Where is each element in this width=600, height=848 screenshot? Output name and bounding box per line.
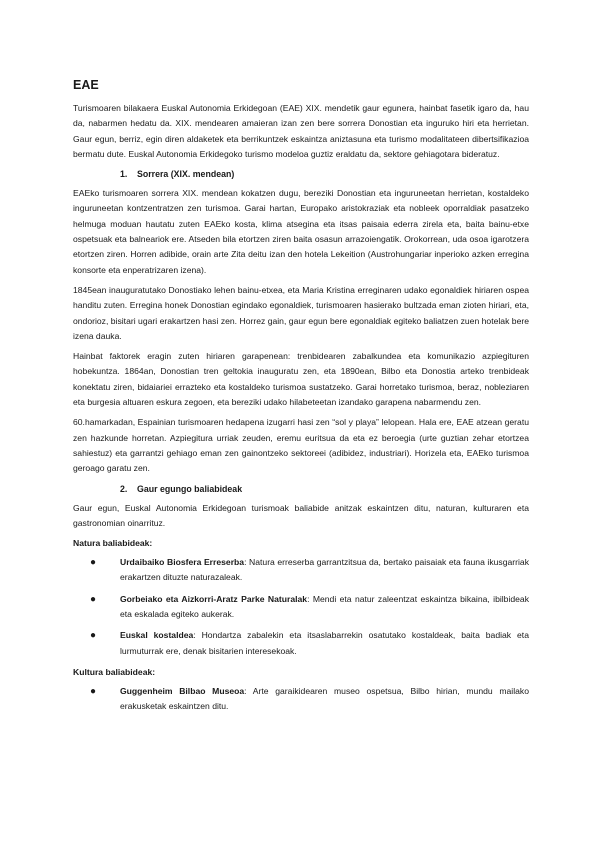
bullet-icon: ● [90, 557, 97, 569]
list-item-text: : Hondartza zabalekin eta itsaslabarrekin osatutako kostaldeak, baita badiak eta lurmuturrak ere, denak bisitarien interesekoak. [120, 630, 529, 656]
bullet-icon: ● [90, 685, 97, 697]
natura-list [73, 555, 529, 659]
section-2-title: Gaur egungo baliabideak [137, 483, 243, 494]
section-1-paragraph: Hainbat faktorek eragin zuten hiriaren garapenean: trenbidearen zabalkundea eta komunikazio azpiegituren hobekuntza. 1864an, Donostian tren geltokia inauguratu zen, eta 1890ean, Bilbo eta Donostia arteko trenbideak konektatu ziren, bidaiariei errazteko eta kostaldeko turismoa sustatzeko. Garai horretako turismoa, beraz, nobleziaren eta burgesia altuaren eskura zegoen, eta bereziki udako hilabeteetan izandako garapena nabarmendu zen. [73, 351, 529, 408]
document-body [73, 78, 529, 721]
bullet-icon: ● [90, 593, 97, 605]
list-item-text: : Arte garaikidearen museo ospetsua, Bilbo hirian, mundu mailako erakusketak eskaintzen ditu. [120, 685, 529, 712]
list-item-term: Guggenheim Bilbao Museoa [120, 685, 245, 696]
list-item-term: Euskal kostaldea [120, 630, 194, 641]
section-2-number: 2. [120, 483, 128, 494]
section-1-paragraph: 60.hamarkadan, Espainian turismoaren hedapena izugarri hasi zen “sol y playa” lelopean. Hala ere, EAE atzean geratu zen hazkunde horretan. Azpiegitura urriak zeuden, eremu euritsua da eta ez beroegia (urte guztian zehar etortzea sahiestuz) eta garrantzi gehiago eman zen gainontzeko sektoreei (adibidez, industriari). Horizela eta, EAEko turismoa geroago garatu zen. [73, 417, 529, 474]
list-item-term: Gorbeiako eta Aizkorri-Aratz Parke Naturalak [120, 593, 308, 604]
intro-paragraph: Turismoaren bilakaera Euskal Autonomia Erkidegoan (EAE) XIX. mendetik gaur egunera, hainbat fasetik igaro da, hau da, nabarmen hedatu da. XIX. mendearen amaieran izan zen bere sorrera Donostian eta inguruko hiri eta herrietan. Gaur egun, berriz, egin diren aldaketek eta berrikuntzek eskaintza aniztasuna eta turismo modalitateen dibertsifikazioa bermatu dute. Euskal Autonomia Erkidegoko turismo modeloa guztiz eraldatu da, sektore gehiagotara bideratuz. [73, 103, 529, 159]
bullet-icon: ● [90, 630, 97, 642]
list-item-text: : Natura erreserba garrantzitsua da, bertako paisaiak eta fauna ikusgarriak erakartzen dituzte naturazaleak. [120, 557, 529, 583]
list-item [73, 628, 529, 659]
list-item-term: Urdaibaiko Biosfera Erreserba [120, 557, 245, 568]
kultura-label: Kultura baliabideak: [73, 666, 156, 677]
section-2-heading [73, 482, 529, 497]
kultura-list [73, 684, 529, 715]
section-1-number: 1. [120, 169, 128, 180]
document-title: EAE [73, 78, 99, 92]
list-item [73, 592, 529, 623]
list-item [73, 684, 529, 715]
section-1-heading [73, 167, 529, 182]
section-1-paragraph: 1845ean inauguratutako Donostiako lehen bainu-etxea, eta Maria Kristina erreginaren udako egonaldiek hiriaren ospea handitu zuten. Erregina honek Donostian egindako egonaldiek, turismoaren hasierako bultzada eman zioten hiriari, eta, ondorioz, bisitari ugari erakartzen hasi zen. Horrez gain, gaur egun bere egonaldiak egiteko baliatzen zuen hotelak bere izena dauka. [73, 284, 529, 341]
list-item-text: : Mendi eta natur zaleentzat eskaintza bikaina, ibilbideak eta eskalada egiteko aukerak. [120, 593, 529, 620]
section-1-title: Sorrera (XIX. mendean) [137, 169, 235, 180]
section-1-paragraph: EAEko turismoaren sorrera XIX. mendean kokatzen dugu, bereziki Donostian eta inguruneetan herrietan, kostaldeko inguruneetan kontzentratzen zen turismoa. Garai hartan, Europako aristokraziak eta nobleek oporraldiak pasatzeko helmuga moduan hautatu zuten EAEko kosta, klima atsegina eta itsas paisaia ederra zirela eta, baita bainu-etxe ospetsuak eta balneariok ere. Atseden bila etortzen ziren baita osasun arrazoiengatik. Orokorrean, uda osoa igarotzera etortzen ziren. Horren adibide, orain arte Zita deitu izan den hotela Lekeition (Austrohungariar inperioko azken erregina konsorte eta enperatrizaren izena). [73, 188, 529, 275]
natura-label: Natura baliabideak: [73, 538, 153, 549]
section-2-intro: Gaur egun, Euskal Autonomia Erkidegoan turismoak baliabide anitzak eskaintzen ditu, naturan, kulturaren eta gastronomian oinarrituz. [73, 502, 529, 528]
list-item [73, 555, 529, 586]
